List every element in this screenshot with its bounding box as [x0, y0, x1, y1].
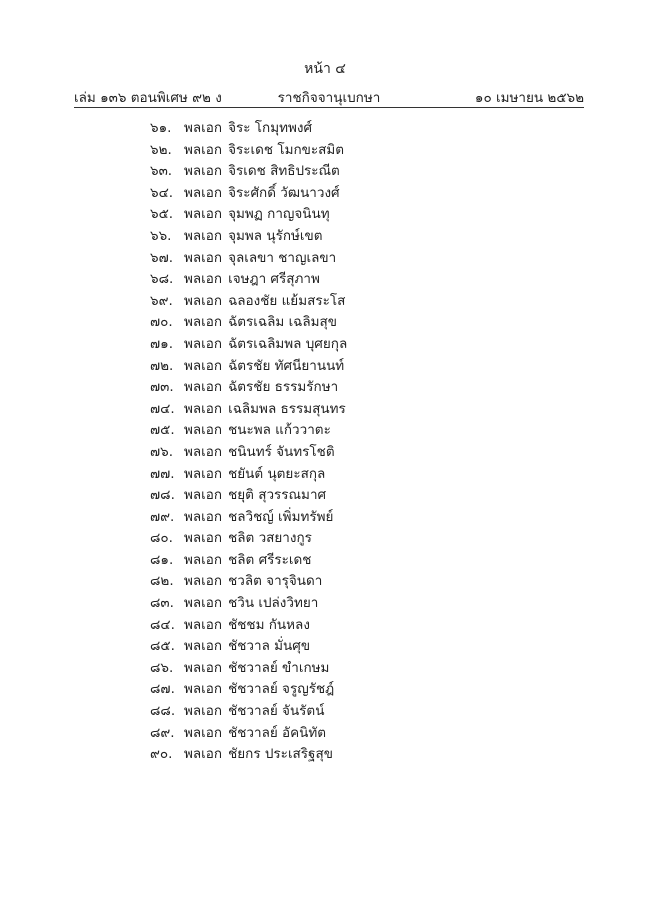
item-rank: พลเอก — [184, 271, 223, 288]
item-number: ๖๒. — [150, 141, 172, 158]
item-name: ชนินทร์ จันทรโชติ — [228, 443, 335, 460]
item-rank: พลเอก — [184, 681, 223, 698]
item-name: ชลวิชญ์ เพิ่มทรัพย์ — [228, 508, 334, 525]
list-item — [150, 356, 347, 378]
item-number: ๖๘. — [150, 271, 174, 288]
item-rank: พลเอก — [184, 141, 223, 158]
item-name: จิรเดช สิทธิประณีต — [228, 163, 340, 180]
list-item — [150, 571, 347, 593]
item-rank: พลเอก — [184, 746, 223, 763]
item-name: ชัชวาลย์ จันรัตน์ — [228, 703, 325, 720]
publication-date: ๑๐ เมษายน ๒๕๖๒ — [474, 90, 584, 106]
item-name: ฉัตรเฉลิมพล บุศยกุล — [228, 335, 348, 352]
list-item — [150, 528, 347, 550]
item-rank: พลเอก — [184, 638, 223, 655]
item-name: จุลเลขา ชาญเลขา — [228, 249, 337, 266]
item-name: ฉลองชัย แย้มสระโส — [228, 292, 346, 309]
item-number: ๘๓. — [150, 595, 174, 612]
item-number: ๘๒. — [150, 573, 174, 590]
item-name: เฉลิมพล ธรรมสุนทร — [228, 400, 346, 417]
item-number: ๗๑. — [150, 335, 174, 352]
list-item — [150, 420, 347, 442]
list-item — [150, 615, 347, 637]
list-item — [150, 140, 347, 162]
item-rank: พลเอก — [184, 379, 223, 396]
list-item — [150, 269, 347, 291]
item-name: ฉัตรเฉลิม เฉลิมสุข — [228, 314, 338, 331]
item-name: ชลิต ศรีระเดช — [228, 551, 312, 568]
item-rank: พลเอก — [184, 314, 223, 331]
item-name: จิระศักดิ์ วัฒนาวงศ์ — [228, 184, 340, 201]
item-number: ๗๘. — [150, 487, 175, 504]
list-item — [150, 507, 347, 529]
item-name: ชนะพล แก้ววาตะ — [228, 422, 331, 439]
list-item — [150, 204, 347, 226]
item-number: ๘๘. — [150, 703, 176, 720]
item-rank: พลเอก — [184, 400, 223, 417]
item-name: ชยุติ สุวรรณมาศ — [228, 487, 327, 504]
volume-info: เล่ม ๑๓๖ ตอนพิเศษ ๙๒ ง — [74, 90, 222, 106]
item-number: ๘๐. — [150, 530, 173, 547]
item-name: ชวลิต จารุจินดา — [228, 573, 323, 590]
list-item — [150, 550, 347, 572]
item-name: ฉัตรชัย ทัศนียานนท์ — [228, 357, 345, 374]
item-rank: พลเอก — [184, 659, 223, 676]
item-number: ๗๙. — [150, 508, 175, 525]
item-number: ๘๙. — [150, 724, 175, 741]
list-item — [150, 183, 347, 205]
publication-title: ราชกิจจานุเบกษา — [277, 90, 381, 106]
list-item — [150, 658, 347, 680]
item-name: จุมพล นุรักษ์เขต — [228, 227, 323, 244]
item-name: จิระ โกมุทพงศ์ — [228, 120, 313, 136]
item-name: ชัชวาลย์ อัคนิทัต — [228, 724, 327, 741]
item-name: ชวิน เปล่งวิทยา — [228, 595, 319, 612]
item-rank: พลเอก — [184, 443, 223, 460]
item-rank: พลเอก — [184, 422, 223, 439]
item-name: เจษฎา ศรีสุภาพ — [228, 271, 320, 288]
list-item — [150, 744, 347, 766]
item-rank: พลเอก — [184, 724, 223, 741]
item-rank: พลเอก — [184, 357, 223, 374]
item-rank: พลเอก — [184, 551, 223, 568]
item-number: ๗๔. — [150, 400, 175, 417]
item-number: ๖๕. — [150, 206, 174, 223]
item-number: ๘๔. — [150, 616, 175, 633]
item-rank: พลเอก — [184, 508, 223, 525]
item-rank: พลเอก — [184, 335, 223, 352]
item-rank: พลเอก — [184, 573, 223, 590]
document-header — [74, 86, 584, 106]
item-rank: พลเอก — [184, 163, 223, 180]
item-number: ๗๗. — [150, 465, 175, 482]
item-number: ๖๖. — [150, 227, 172, 244]
item-name: จุมพฏ กาญจนินทุ — [228, 206, 330, 223]
item-number: ๖๗. — [150, 249, 174, 266]
list-item — [150, 226, 347, 248]
item-name: ชัชวาลย์ ขำเกษม — [228, 659, 330, 676]
item-rank: พลเอก — [184, 616, 223, 633]
header-rule — [74, 107, 584, 108]
item-name: จิระเดช โมกขะสมิต — [228, 141, 345, 158]
item-name: ชยันต์ นุตยะสกุล — [228, 465, 326, 482]
item-number: ๘๖. — [150, 659, 174, 676]
item-rank: พลเอก — [184, 249, 223, 266]
list-item — [150, 377, 347, 399]
item-number: ๖๙. — [150, 292, 173, 309]
list-item — [150, 593, 347, 615]
item-number: ๗๒. — [150, 357, 174, 374]
item-rank: พลเอก — [184, 703, 223, 720]
item-number: ๖๓. — [150, 163, 173, 180]
item-rank: พลเอก — [184, 530, 223, 547]
item-number: ๗๕. — [150, 422, 175, 439]
item-rank: พลเอก — [184, 595, 223, 612]
item-number: ๗๖. — [150, 443, 174, 460]
item-rank: พลเอก — [184, 487, 223, 504]
list-item — [150, 679, 347, 701]
item-number: ๖๔. — [150, 184, 174, 201]
item-rank: พลเอก — [184, 120, 223, 136]
list-item — [150, 334, 347, 356]
item-number: ๘๑. — [150, 551, 174, 568]
item-number: ๘๕. — [150, 638, 175, 655]
roster-list — [150, 118, 347, 766]
list-item — [150, 399, 347, 421]
item-number: ๘๗. — [150, 681, 175, 698]
list-item — [150, 312, 347, 334]
item-rank: พลเอก — [184, 465, 223, 482]
list-item — [150, 291, 347, 313]
item-number: ๗๐. — [150, 314, 173, 331]
item-name: ชัชวาลย์ จรูญรัชฎ์ — [228, 681, 335, 698]
list-item — [150, 118, 347, 140]
item-rank: พลเอก — [184, 184, 223, 201]
item-rank: พลเอก — [184, 292, 223, 309]
page-number: หน้า ๔ — [304, 61, 346, 77]
list-item — [150, 636, 347, 658]
item-name: ชัชชม กันหลง — [228, 616, 310, 633]
list-item — [150, 464, 347, 486]
list-item — [150, 485, 347, 507]
item-name: ชัยกร ประเสริฐสุข — [228, 746, 333, 763]
item-number: ๙๐. — [150, 746, 173, 763]
item-number: ๖๑. — [150, 120, 172, 136]
list-item — [150, 161, 347, 183]
item-number: ๗๓. — [150, 379, 174, 396]
item-name: ฉัตรชัย ธรรมรักษา — [228, 379, 339, 396]
item-name: ชลิต วสยางกูร — [228, 530, 312, 547]
list-item — [150, 701, 347, 723]
list-item — [150, 442, 347, 464]
list-item — [150, 248, 347, 270]
item-name: ชัชวาล มั่นศุข — [228, 638, 311, 655]
item-rank: พลเอก — [184, 206, 223, 223]
item-rank: พลเอก — [184, 227, 223, 244]
list-item — [150, 723, 347, 745]
